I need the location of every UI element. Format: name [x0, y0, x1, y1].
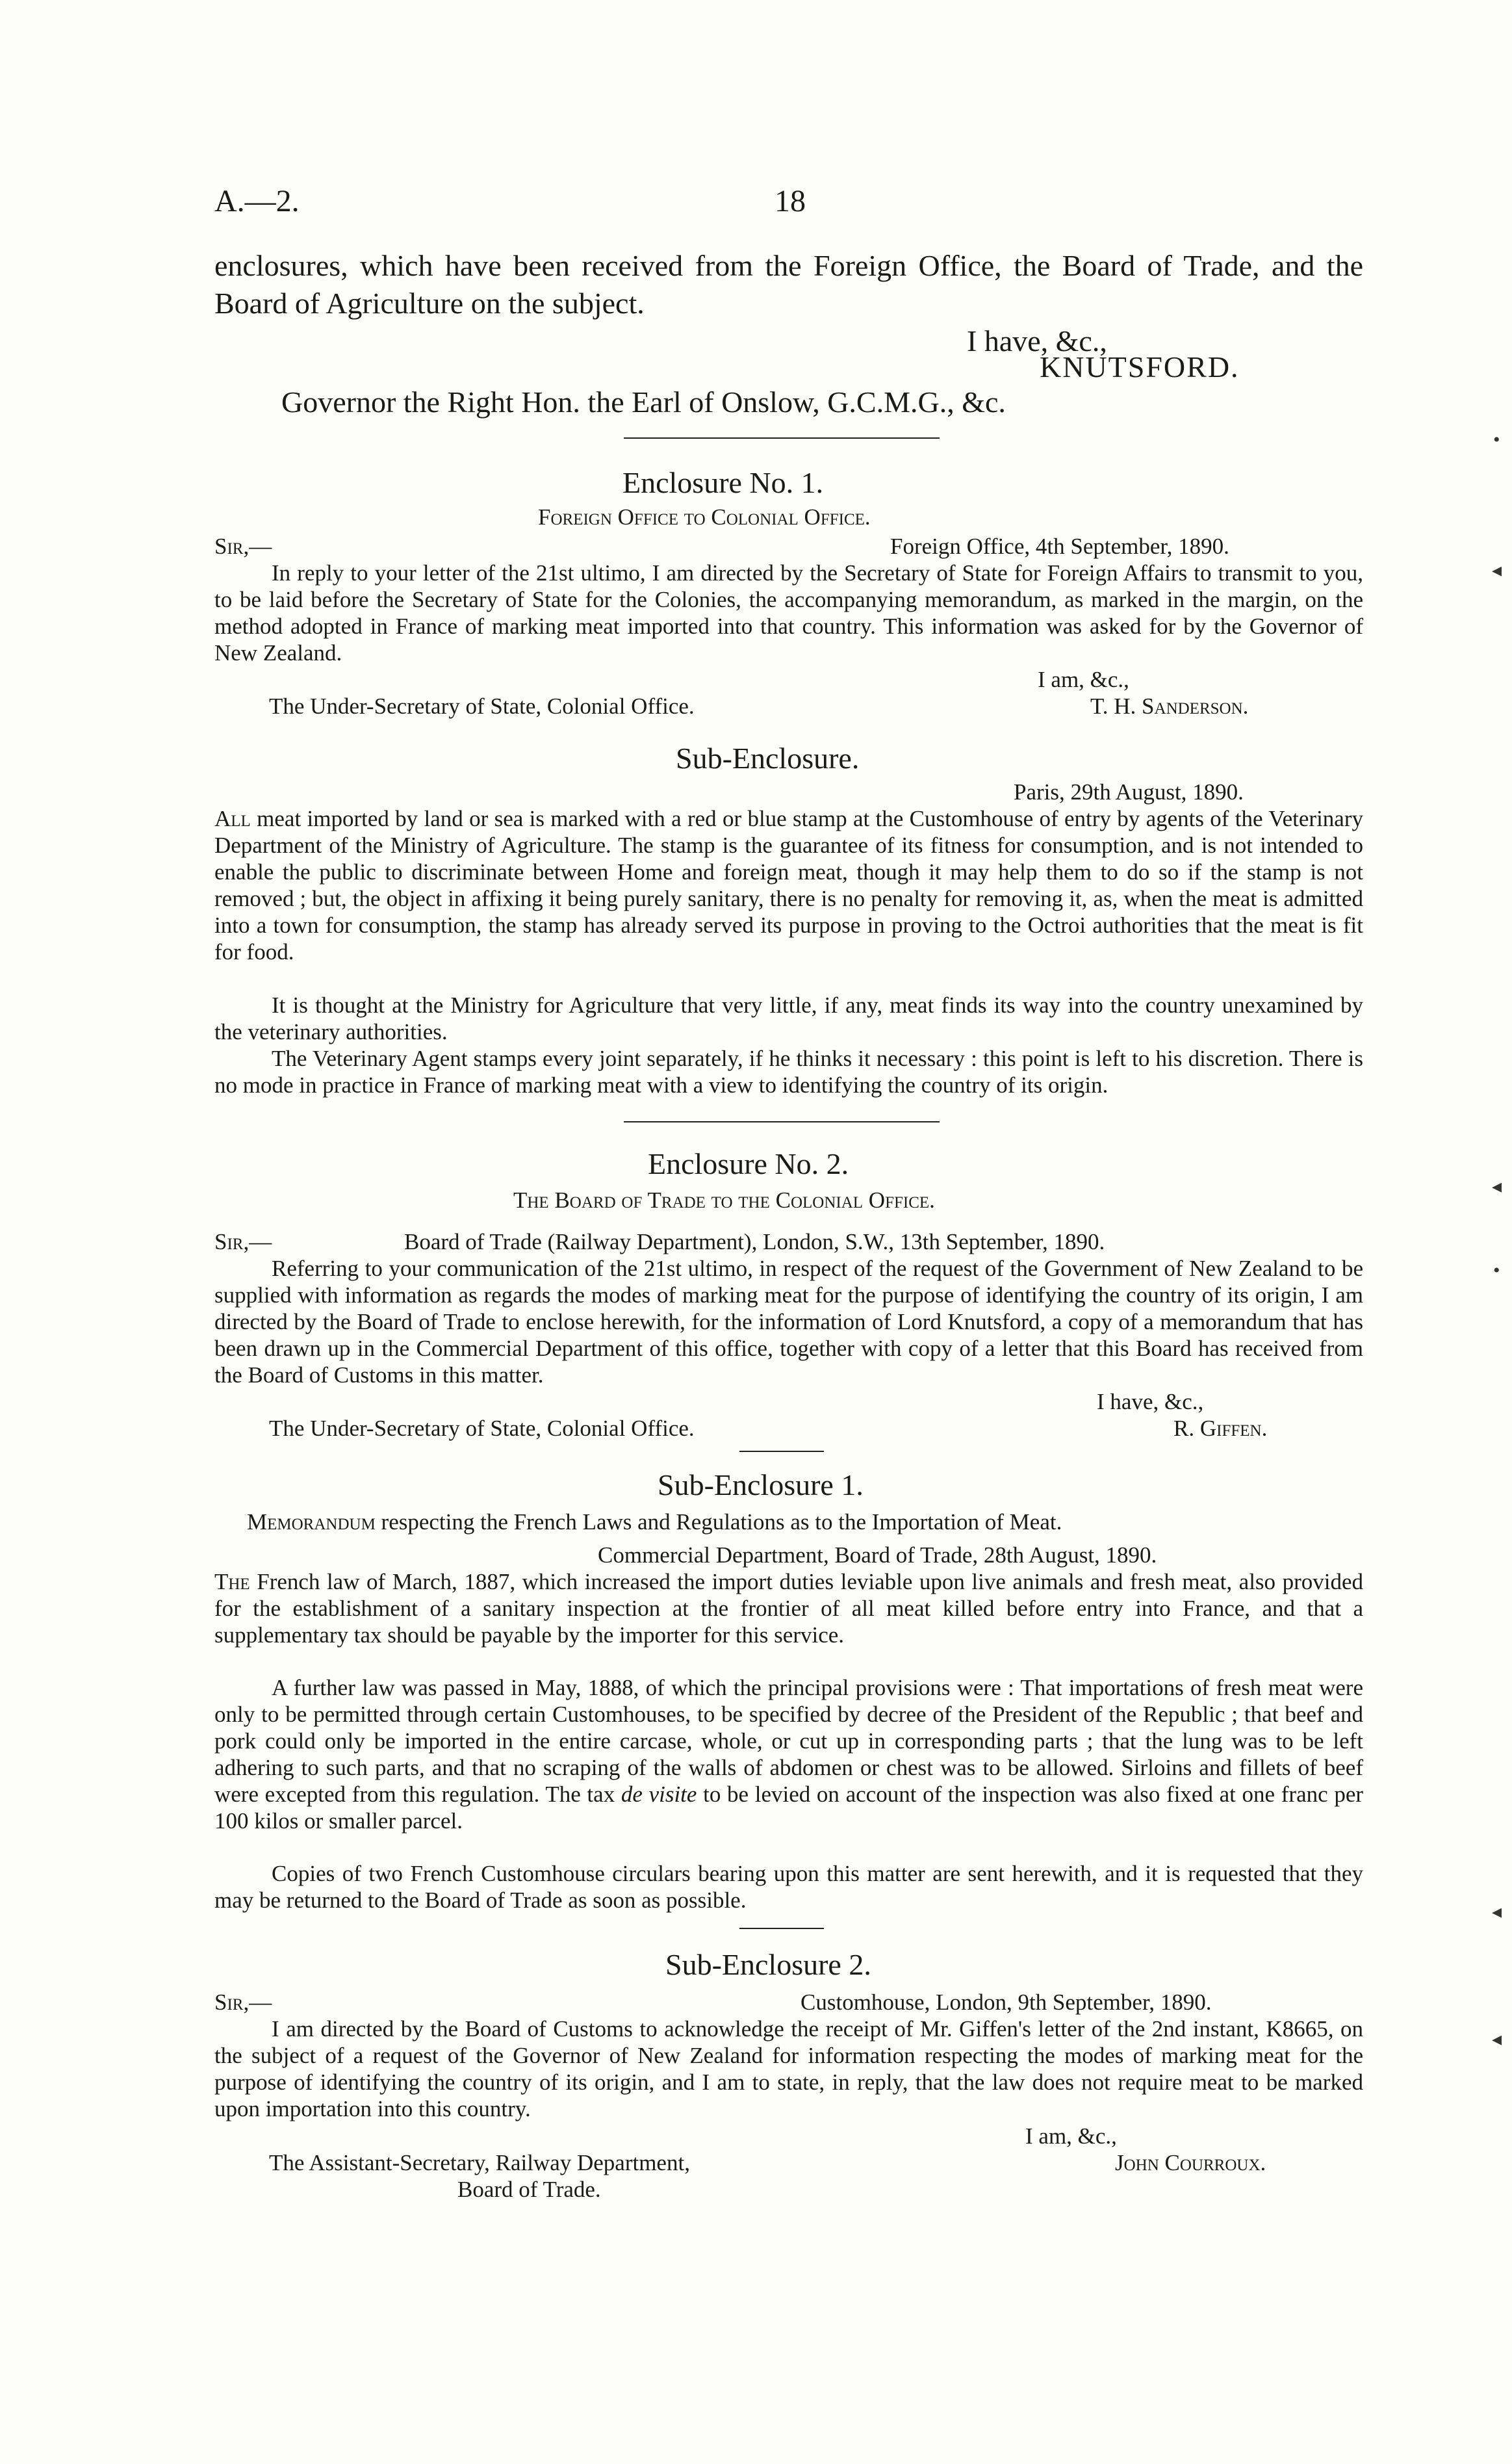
- memorandum-heading-text: respecting the French Laws and Regulations as to the Importation of Meat.: [375, 1509, 1062, 1535]
- enclosure-2-addressee: The Under-Secretary of State, Colonial Office.: [269, 1416, 695, 1441]
- sub-enclosure-2-dateline: Customhouse, London, 9th September, 1890.: [801, 1990, 1212, 2015]
- enclosure-1-addressee: The Under-Secretary of State, Colonial Office.: [269, 694, 695, 719]
- page-number: 18: [775, 184, 806, 218]
- sub-enclosure-1-dateline: Commercial Department, Board of Trade, 28th August, 1890.: [598, 1542, 1157, 1568]
- document-reference: A.—2.: [214, 184, 300, 218]
- paragraph-text: to be levied on account of the inspection was also fixed at one franc per 100 kilos or smaller parcel.: [214, 1782, 1364, 1834]
- enclosure-2-title: Enclosure No. 2.: [648, 1147, 849, 1180]
- sub-enclosure-1-paragraph-1: [214, 1568, 1363, 1648]
- paragraph-text: meat imported by land or sea is marked with a red or blue stamp at the Customhouse of entry by agents of the Veterinary Department of the Ministry of Agriculture. The stamp is the guarantee of its fitness for consumption, and is not intended to enable the public to discriminate between Home and foreign meat, though it may help them to do so if the stamp is not removed ; but, the object in affixing it being purely sanitary, there is no penalty for removing it, as, when the meat is admitted into a town for consumption, the stamp has already served its purpose in proving to the Octroi authorities that the meat is fit for food.: [214, 806, 1363, 965]
- margin-mark: ◂: [1492, 1901, 1502, 1923]
- enclosure-1-dateline: Foreign Office, 4th September, 1890.: [890, 534, 1229, 559]
- sub-enclosure-2-salutation: Sir,—: [214, 1990, 272, 2015]
- enclosure-1-title: Enclosure No. 1.: [622, 466, 824, 499]
- sub-enclosure-paragraph-2: It is thought at the Ministry for Agriculture that very little, if any, meat finds its way into the country unexamined by the veterinary authorities.: [214, 992, 1363, 1044]
- paragraph-lead-word: The: [214, 1569, 250, 1594]
- memorandum-heading: [247, 1509, 1062, 1535]
- sub-enclosure-1-title: Sub-Enclosure 1.: [658, 1468, 864, 1501]
- enclosure-2-signature: R. Giffen.: [1173, 1416, 1268, 1441]
- sub-enclosure-2-addressee-line-2: Board of Trade.: [457, 2177, 601, 2202]
- enclosure-1-closing: I am, &c.,: [1038, 667, 1129, 692]
- enclosure-1-salutation: Sir,—: [214, 534, 272, 559]
- sub-enclosure-2-addressee-line-1: The Assistant-Secretary, Railway Department,: [269, 2150, 690, 2175]
- enclosure-2-salutation: Sir,—: [214, 1229, 272, 1254]
- enclosure-2-closing: I have, &c.,: [1097, 1389, 1204, 1414]
- sub-enclosure-2-title: Sub-Enclosure 2.: [665, 1948, 871, 1981]
- sub-enclosure-title: Sub-Enclosure.: [676, 742, 860, 775]
- intro-paragraph: enclosures, which have been received from the Foreign Office, the Board of Trade, and the Board of Agriculture on the subject.: [214, 249, 1363, 320]
- enclosure-1-route: Foreign Office to Colonial Office.: [538, 504, 871, 530]
- section-divider: [739, 1451, 824, 1452]
- enclosure-2-dateline: Board of Trade (Railway Department), London, S.W., 13th September, 1890.: [404, 1229, 1105, 1254]
- italic-phrase: de visite: [621, 1782, 697, 1807]
- enclosure-2-route-text: The Board of Trade to the Colonial Office.: [513, 1187, 935, 1213]
- margin-mark: ◂: [1492, 1176, 1502, 1197]
- sub-enclosure-2-body: I am directed by the Board of Customs to acknowledge the receipt of Mr. Giffen's letter of the 2nd instant, K8665, on the subject of a request of the Governor of New Zealand for information respecting the modes of marking meat for the purpose of identifying the country of its origin, and I am to state, in reply, that the law does not require meat to be marked upon importation into this country.: [214, 2016, 1363, 2121]
- enclosure-2-route: [513, 1187, 935, 1213]
- sub-enclosure-2-signature: John Courroux.: [1115, 2150, 1266, 2175]
- intro-signature: KNUTSFORD.: [1040, 350, 1240, 383]
- sub-enclosure-2-closing: I am, &c.,: [1025, 2123, 1117, 2149]
- margin-mark: ◂: [1492, 2029, 1502, 2050]
- paragraph-lead-word: All: [214, 806, 251, 831]
- sub-enclosure-paragraph-1: [214, 805, 1363, 965]
- intro-addressee: Governor the Right Hon. the Earl of Onslow, G.C.M.G., &c.: [281, 385, 1006, 419]
- enclosure-1-signature: T. H. Sanderson.: [1090, 694, 1249, 719]
- sub-enclosure-1-paragraph-3: Copies of two French Customhouse circulars bearing upon this matter are sent herewith, and it is requested that they may be returned to the Board of Trade as soon as possible.: [214, 1861, 1363, 1913]
- margin-mark: •: [1493, 1260, 1500, 1281]
- paragraph-text: French law of March, 1887, which increased the import duties leviable upon live animals and fresh meat, also provided for the establishment of a sanitary inspection at the frontier of all meat killed before entry into France, and that a supplementary tax should be payable by the importer for this service.: [214, 1569, 1363, 1648]
- sub-enclosure-dateline: Paris, 29th August, 1890.: [1014, 779, 1244, 805]
- section-divider: [624, 437, 940, 439]
- intro-closing: I have, &c.,: [967, 324, 1107, 357]
- paragraph-text: A further law was passed in May, 1888, of which the principal provisions were : That importations of fresh meat were only to be permitted through certain Customhouses, to be specified by decree of the President of the Republic ; that beef and pork could only be imported in the entire carcase, whole, or cut up in corresponding parts ; that the lung was to be left adhering to such parts, and that no scraping of the walls of abdomen or chest was to be allowed. Sirloins and fillets of beef were excepted from this regulation. The tax: [214, 1675, 1363, 1807]
- margin-mark: •: [1493, 429, 1500, 450]
- enclosure-2-body: Referring to your communication of the 21st ultimo, in respect of the request of the Government of New Zealand to be supplied with information as regards the modes of marking meat for the purpose of identifying the country of its origin, I am directed by the Board of Trade to enclose herewith, for the information of Lord Knutsford, a copy of a memorandum that has been drawn up in the Commercial Department of this office, together with copy of a letter that this Board has received from the Board of Customs in this matter.: [214, 1256, 1363, 1388]
- enclosure-1-body: In reply to your letter of the 21st ultimo, I am directed by the Secretary of State for Foreign Affairs to transmit to you, to be laid before the Secretary of State for the Colonies, the accompanying memorandum, as marked in the margin, on the method adopted in France of marking meat imported into that country. This information was asked for by the Governor of New Zealand.: [214, 560, 1363, 666]
- margin-mark: ◂: [1492, 560, 1502, 581]
- sub-enclosure-paragraph-3: The Veterinary Agent stamps every joint separately, if he thinks it necessary : this point is left to his discretion. There is no mode in practice in France of marking meat with a view to identifying the country of its origin.: [214, 1046, 1363, 1098]
- memorandum-lead-word: Memorandum: [247, 1509, 376, 1535]
- section-divider: [739, 1928, 824, 1929]
- sub-enclosure-1-paragraph-2: [214, 1674, 1363, 1834]
- section-divider: [624, 1121, 940, 1122]
